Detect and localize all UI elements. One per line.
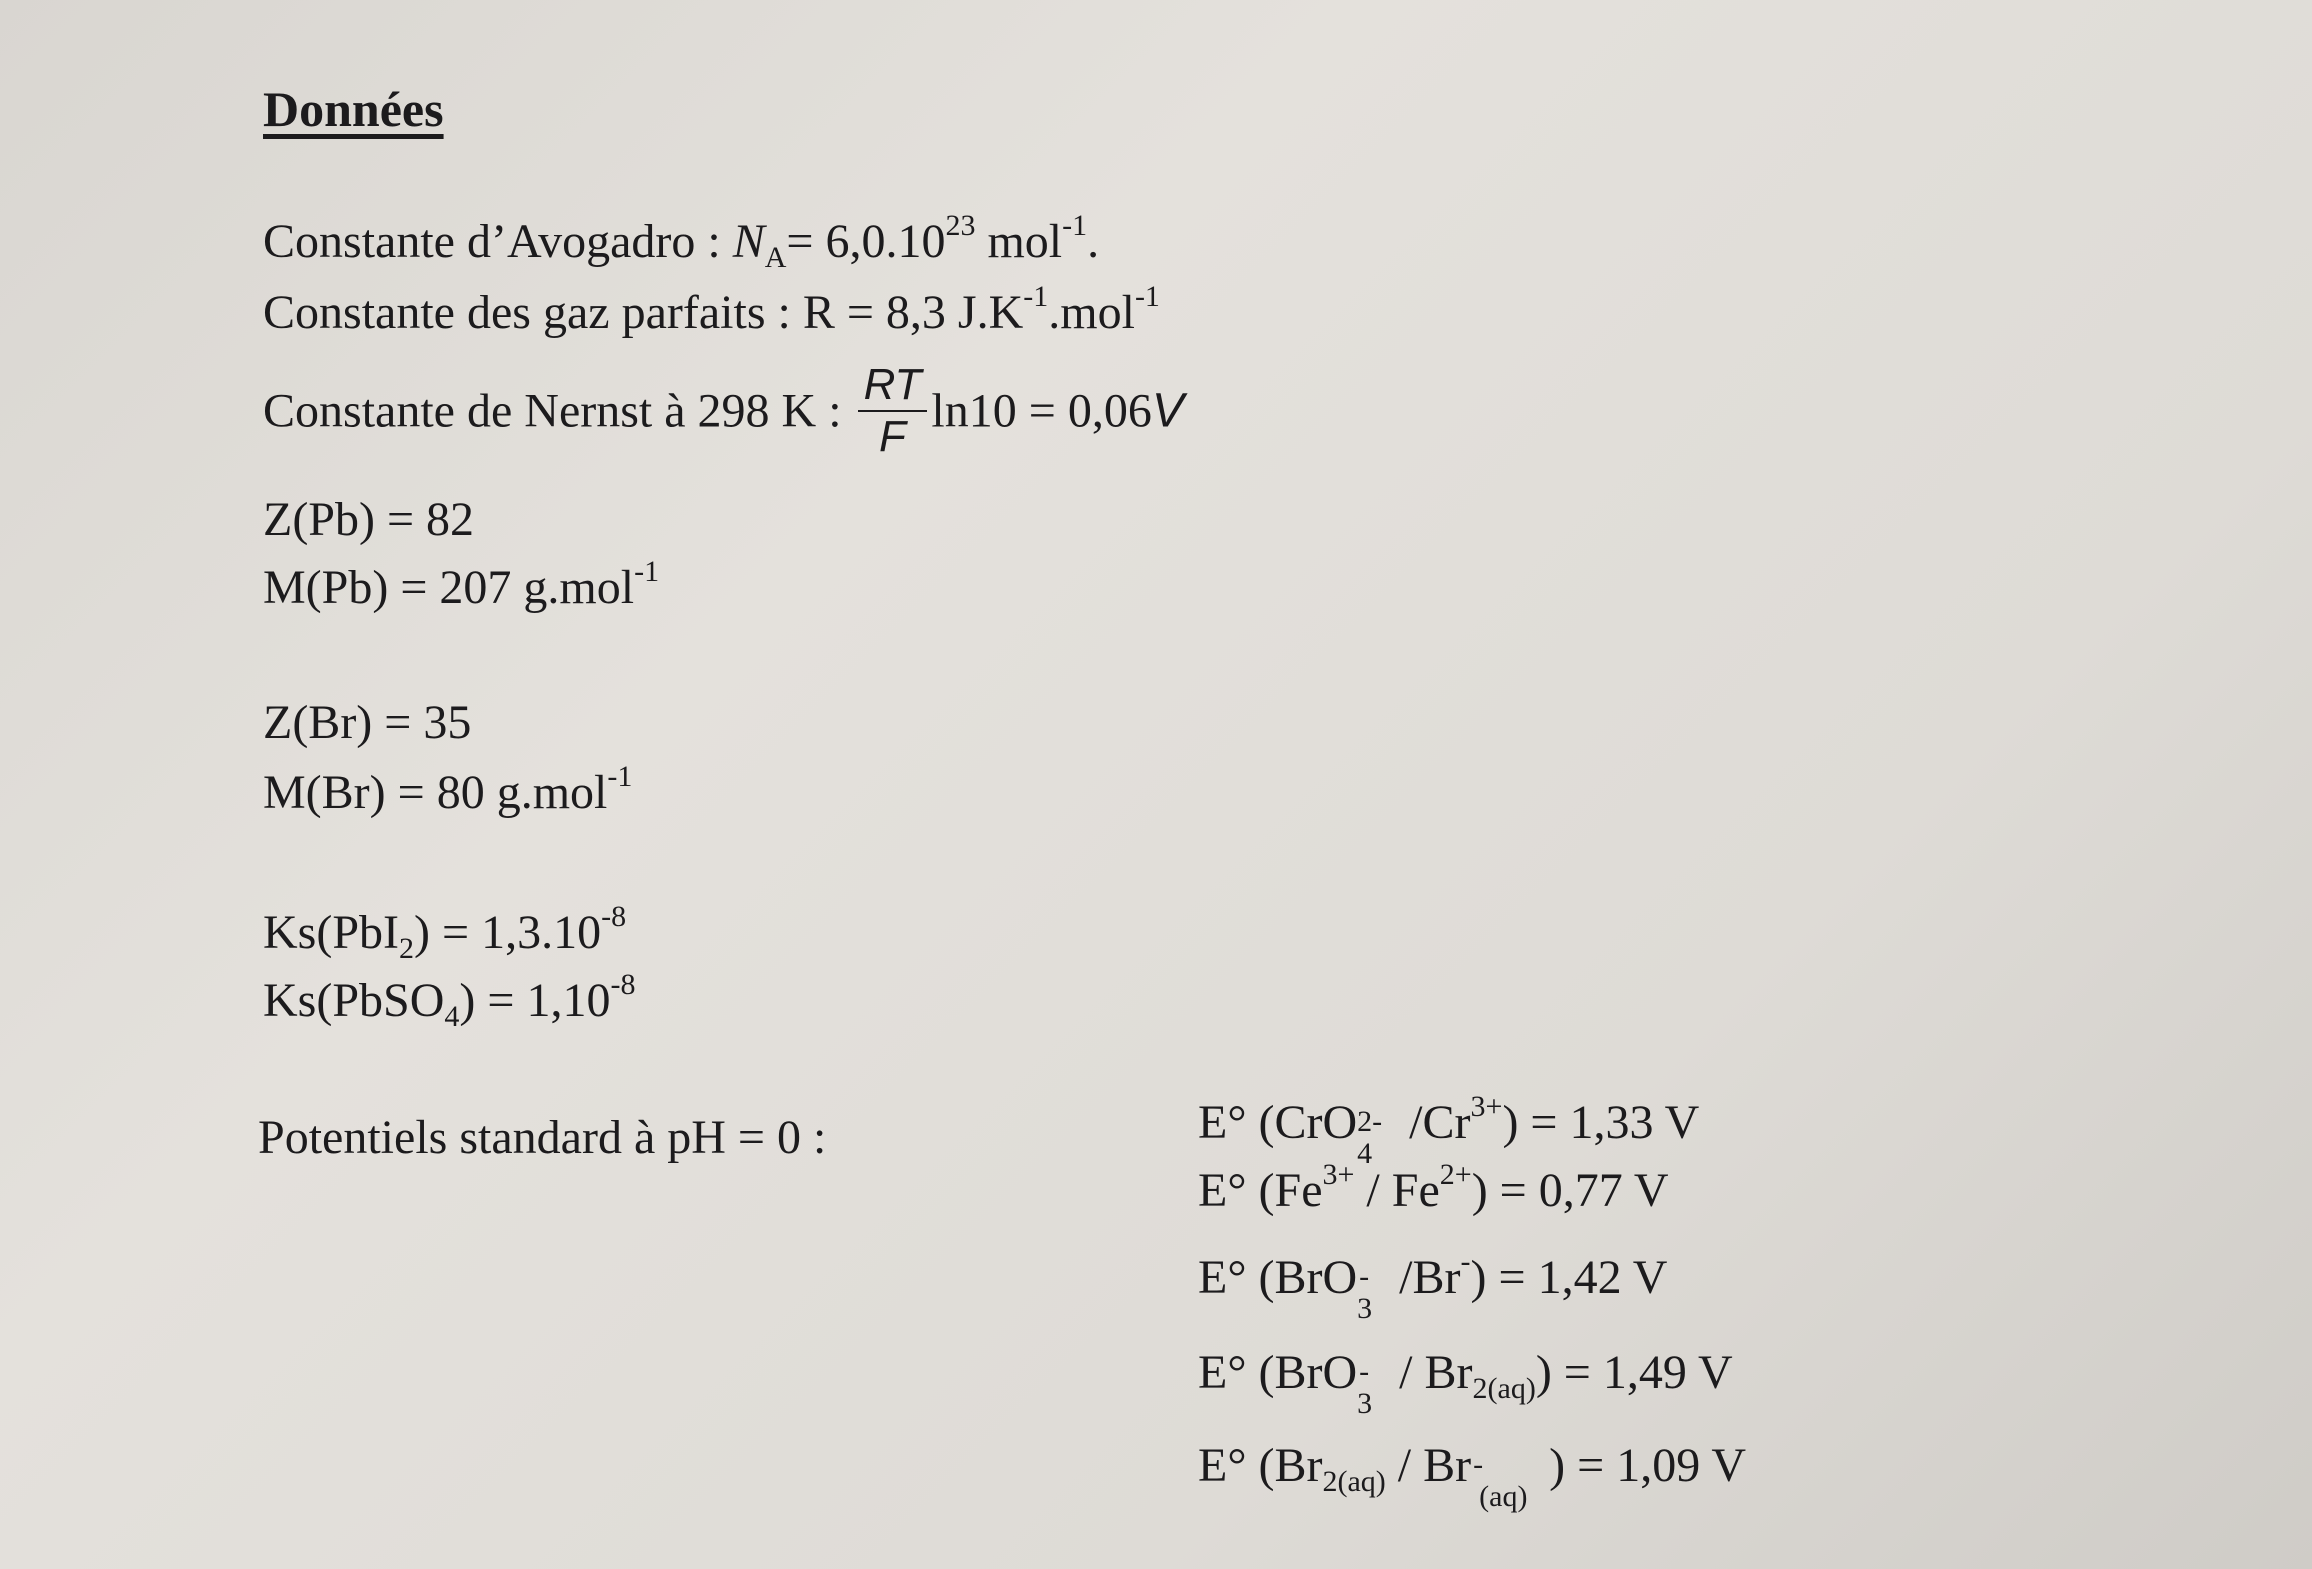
nernst-unit: V (1151, 384, 1184, 438)
p4-a-supsub: - 3 (1357, 1355, 1373, 1420)
p3-b: /Br (1387, 1251, 1461, 1304)
heading-donnees: Données (263, 81, 444, 137)
m-br-text: M(Br) = 80 g.mol (263, 766, 608, 819)
p1-a-supsub: 2- 4 (1357, 1105, 1383, 1170)
ks-pbso4-pre: Ks(PbSO (263, 974, 445, 1027)
nernst-rest: ln10 = 0,06 (931, 384, 1152, 438)
potential-cro4-cr (1198, 1090, 1700, 1170)
ks-pbi2-post: ) = 1,3.10 (414, 906, 602, 959)
m-br (263, 760, 633, 820)
nernst-numerator: RT (858, 360, 928, 412)
gas-exp2: -1 (1134, 280, 1160, 313)
p1-b-sup: 3+ (1470, 1090, 1503, 1123)
p3-b-sup: - (1460, 1245, 1471, 1278)
p1-b: /Cr (1397, 1096, 1471, 1149)
avogadro-label: Constante d’Avogadro : (263, 215, 721, 268)
p4-a: E° (BrO (1198, 1346, 1358, 1399)
p5-c: ) = 1,09 V (1549, 1439, 1746, 1492)
gas-constant (263, 280, 1160, 340)
p2-b: / Fe (1354, 1164, 1440, 1217)
avogadro-exponent: 23 (945, 209, 976, 242)
avogadro-constant (263, 209, 1100, 274)
p4-b: / Br (1387, 1346, 1473, 1399)
nernst-constant (263, 360, 1184, 462)
m-pb (263, 555, 660, 615)
z-pb: Z(Pb) = 82 (263, 493, 475, 546)
p5-a-sub: 2(aq) (1322, 1465, 1386, 1498)
p1-c: ) = 1,33 V (1502, 1096, 1700, 1149)
ks-pbso4-exp: -8 (610, 968, 636, 1001)
ks-pbi2 (263, 900, 627, 965)
p4-b-sub: 2(aq) (1472, 1372, 1536, 1405)
potential-bro3-br (1198, 1245, 1668, 1325)
avogadro-unit: mol (987, 215, 1063, 268)
potentials-label: Potentiels standard à pH = 0 : (258, 1111, 827, 1164)
avogadro-end: . (1087, 215, 1100, 268)
potential-br2-br (1198, 1438, 1746, 1513)
m-br-exp: -1 (607, 760, 633, 793)
p2-b-sup: 2+ (1439, 1158, 1472, 1191)
p2-a: E° (Fe (1198, 1164, 1323, 1217)
gas-mid: .mol (1048, 286, 1135, 339)
p5-a: E° (Br (1198, 1439, 1323, 1492)
avogadro-value: = 6,0.10 (786, 215, 946, 268)
gas-label: Constante des gaz parfaits : R = 8,3 J.K (263, 286, 1024, 339)
gas-exp1: -1 (1023, 280, 1049, 313)
p3-a: E° (BrO (1198, 1251, 1358, 1304)
ks-pbi2-pre: Ks(PbI (263, 906, 400, 959)
ks-pbi2-exp: -8 (601, 900, 627, 933)
potential-fe3-fe2 (1198, 1158, 1669, 1218)
nernst-fraction (858, 360, 928, 462)
avogadro-symbol-sub: A (764, 241, 787, 274)
p4-c: ) = 1,49 V (1535, 1346, 1733, 1399)
avogadro-unit-exp: -1 (1062, 209, 1088, 242)
avogadro-symbol: N (732, 215, 765, 268)
nernst-label: Constante de Nernst à 298 K : (263, 384, 842, 438)
m-pb-exp: -1 (634, 555, 660, 588)
p3-a-supsub: - 3 (1357, 1260, 1373, 1325)
z-br: Z(Br) = 35 (263, 696, 472, 749)
m-pb-text: M(Pb) = 207 g.mol (263, 561, 635, 614)
p5-b: / Br (1385, 1439, 1472, 1492)
p3-c: ) = 1,42 V (1470, 1251, 1668, 1304)
ks-pbi2-sub: 2 (399, 932, 415, 965)
p2-a-sup: 3+ (1322, 1158, 1355, 1191)
nernst-denominator: F (879, 412, 906, 461)
ks-pbso4-sub: 4 (444, 1000, 460, 1033)
p2-c: ) = 0,77 V (1471, 1164, 1669, 1217)
ks-pbso4 (263, 968, 636, 1033)
p5-b-supsub: - (aq) (1473, 1448, 1528, 1513)
potential-bro3-br2 (1198, 1345, 1733, 1420)
p1-a: E° (CrO (1198, 1096, 1358, 1149)
ks-pbso4-post: ) = 1,10 (459, 974, 611, 1027)
